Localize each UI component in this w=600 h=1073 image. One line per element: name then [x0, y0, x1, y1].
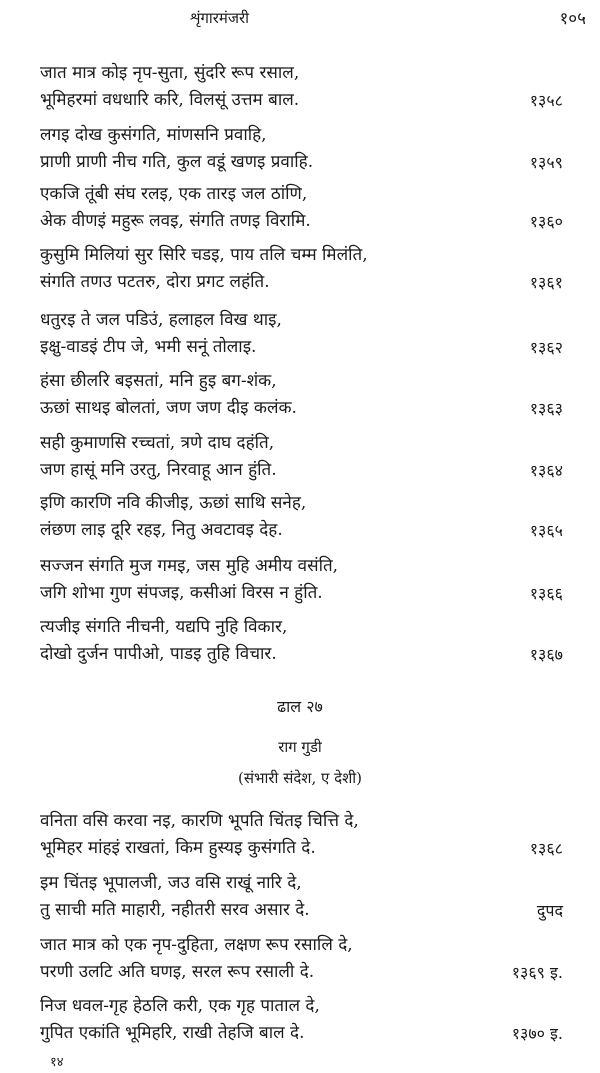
verse-text: परणी उलटि अति घणइ, सरल रूप रसाली दे.	[40, 962, 315, 982]
verse-line: वनिता वसि करवा नइ, कारणि भूपति चिंतइ चित्ति दे,	[40, 811, 359, 831]
verse-number: १३६८	[529, 839, 563, 858]
verse-number: १३७० इ.	[511, 1024, 563, 1043]
verse-line: सज्जन संगति मुज गमइ, जस मुहि अमीय वसंति,	[40, 556, 339, 576]
verse-1360	[40, 181, 585, 235]
verse-line: त्यजीइ संगति नीचनी, यद्यपि नुहि विकार,	[40, 617, 288, 637]
verse-1361	[40, 242, 585, 296]
verse-1362	[40, 307, 585, 361]
verse-number: १३६३	[529, 399, 563, 418]
verse-1369	[40, 932, 585, 986]
verse-line	[40, 149, 585, 176]
verse-line: धतुरइ ते जल पडिउं, हलाहल विख थाइ,	[40, 310, 282, 330]
verse-number: १३६२	[529, 338, 563, 357]
verse-line	[40, 580, 585, 607]
page-number: १०५	[559, 9, 586, 29]
verse-1358	[40, 60, 585, 114]
verse-line: जात मात्र को एक नृप-दुहिता, लक्षण रूप रसालि दे,	[40, 935, 353, 955]
verse-line	[40, 641, 585, 668]
verse-line: कुसुमि मिलियां सुर सिरि चडइ, पाय तलि चम्म मिलंति,	[40, 245, 368, 265]
verse-line	[40, 457, 585, 484]
verse-line	[40, 1020, 585, 1047]
verse-number: १३६७	[529, 645, 563, 664]
verse-line	[40, 208, 585, 235]
verse-1364	[40, 430, 585, 484]
verse-number: १३५९	[529, 153, 563, 172]
verse-text: तु साची मति माहारी, नहीतरी सरव असार दे.	[40, 900, 310, 920]
verse-number: १३६९ इ.	[511, 963, 563, 982]
tune-subtitle: (संभारी संदेश, ए देशी)	[237, 769, 363, 787]
verse-number: १३६६	[529, 584, 563, 603]
verse-1370	[40, 993, 585, 1047]
verse-text: इक्षु-वाडइं टीप जे, भमी सनूं तोलाइ.	[40, 337, 257, 357]
raga-name: राग गुडी	[278, 738, 322, 756]
verse-line: एकजि तूंबी संघ रलइ, एक तारइ जल ठांणि,	[40, 184, 308, 204]
verse-text: जगि शोभा गुण संपजइ, कसीआं विरस न हुंति.	[40, 583, 323, 603]
verse-line	[40, 897, 585, 924]
running-head-title: शृंगारमंजरी	[190, 9, 250, 27]
verse-text: संगति तणउ पटतरु, दोरा प्रगट लहंति.	[40, 272, 270, 292]
verse-text: जण हासूं मनि उरतु, निरवाहू आन हुंति.	[40, 460, 277, 480]
verse-line	[40, 334, 585, 361]
verse-number: १३६०	[529, 212, 563, 231]
verse-line: निज धवल-गृह हेठलि करी, एक गृह पाताल दे,	[40, 996, 320, 1016]
verse-line	[40, 269, 585, 296]
verse-number: १३६५	[529, 521, 563, 540]
verse-dupad	[40, 870, 585, 924]
verse-text: प्राणी प्राणी नीच गति, कुल वडूं खणइ प्रवाहि.	[40, 152, 314, 172]
verse-line: जात मात्र कोइ नृप-सुता, सुंदरि रूप रसाल,	[40, 63, 300, 83]
verse-1368	[40, 808, 585, 862]
verse-line: इम चिंतइ भूपालजी, जउ वसि राखूं नारि दे,	[40, 873, 302, 893]
signature-mark: १४	[50, 1055, 64, 1070]
verse-text: भूमिहर मांहइं राखतां, किम हुस्यइ कुसंगति दे.	[40, 838, 316, 858]
section-heading: ढाल २७	[277, 697, 323, 716]
verse-line: इणि कारणि नवि कीजीइ, ऊछां साथि सनेह,	[40, 493, 307, 513]
verse-1359	[40, 122, 585, 176]
verse-text: लंछण लाइ दूरि रहइ, नितु अवटावइ देह.	[40, 520, 283, 540]
verse-1363	[40, 368, 585, 422]
verse-1365	[40, 490, 585, 544]
verse-line	[40, 87, 585, 114]
verse-1367	[40, 614, 585, 668]
verse-line: सही कुमाणसि रच्चतां, त्रणे दाघ दहंति,	[40, 433, 275, 453]
verse-number: १३६१	[529, 273, 563, 292]
verse-line: लगइ दोख कुसंगति, मांणसनि प्रवाहि,	[40, 125, 267, 145]
verse-number: दुपद	[536, 901, 563, 920]
verse-text: भूमिहरमां वधधारि करि, विलसूं उत्तम बाल.	[40, 90, 300, 110]
verse-line	[40, 395, 585, 422]
verse-1366	[40, 553, 585, 607]
verse-line	[40, 959, 585, 986]
verse-line	[40, 517, 585, 544]
verse-text: दोखो दुर्जन पापीओ, पाडइ तुहि विचार.	[40, 644, 277, 664]
verse-line	[40, 835, 585, 862]
verse-text: अेक वीणइं महुरू लवइ, संगति तणइ विरामि.	[40, 211, 311, 231]
verse-text: ऊछां साथइ बोलतां, जण जण दीइ कलंक.	[40, 398, 297, 418]
verse-text: गुपित एकांति भूमिहरि, राखी तेहजि बाल दे.	[40, 1023, 305, 1043]
verse-number: १३६४	[529, 461, 563, 480]
verse-number: १३५८	[529, 91, 563, 110]
verse-line: हंसा छीलरि बइसतां, मनि हुइ बग-शंक,	[40, 371, 277, 391]
